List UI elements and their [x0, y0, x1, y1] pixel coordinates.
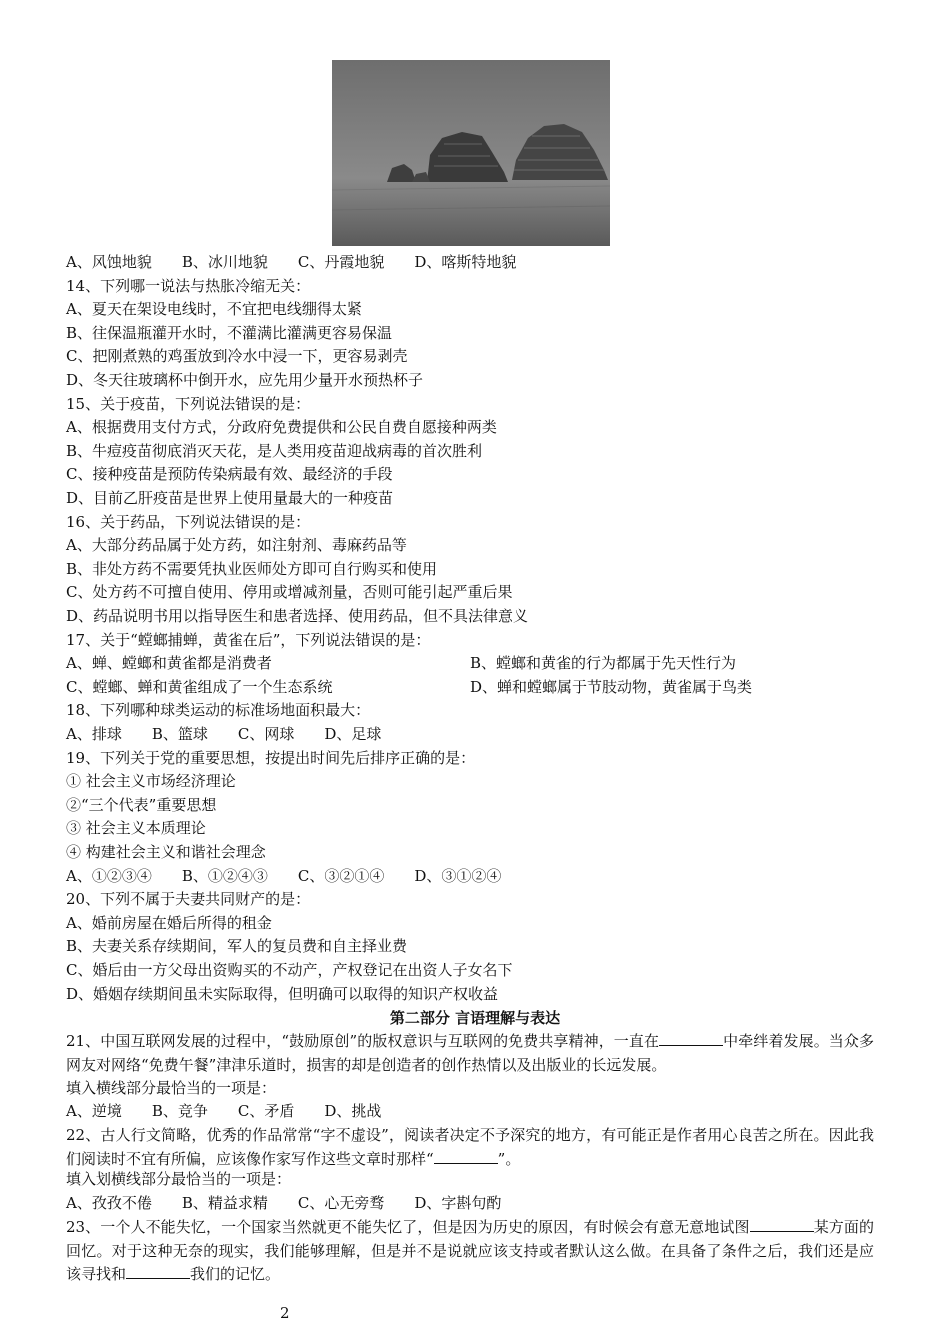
q14-option-d: D、冬天往玻璃杯中倒开水，应先用少量开水预热杯子	[66, 371, 424, 389]
q21-text-b: 中牵绊着发展。当众多网友对网络“免费午餐”津津乐道时，损害的却是创造者的创作热情以及出版业的长远发展。	[66, 1032, 874, 1074]
q22-options	[66, 1193, 531, 1213]
q22-passage	[66, 1124, 874, 1171]
q23-text-b: 某方面的回忆。对于这种无奈的现实，我们能够理解，但是并不是说就应该支持或者默认这么做。在具备了条件之后，我们还是应该寻找和	[66, 1218, 874, 1283]
q19-options	[66, 866, 531, 886]
page-number: 2	[280, 1304, 290, 1322]
q21-option-c: C、矛盾	[237, 1102, 295, 1120]
q22-text-a: 22、古人行文简略，优秀的作品常常“字不虚设”，阅读者决定不予深究的地方，有可能正是作者用心良苦之所在。因此我们阅读时不宜有所偏，应该像作家写作这些文章时那样“	[66, 1126, 874, 1168]
q18-option-c: C、网球	[237, 725, 295, 743]
q16-option-b: B、非处方药不需要凭执业医师处方即可自行购买和使用	[66, 560, 438, 578]
q22-text-b: ”。	[497, 1149, 521, 1168]
q16-option-a: A、大部分药品属于处方药，如注射剂、毒麻药品等	[66, 536, 407, 554]
q21-option-a: A、逆境	[66, 1102, 122, 1120]
q21-prompt: 填入横线部分最恰当的一项是：	[66, 1079, 277, 1097]
q13-option-d: D、喀斯特地貌	[414, 253, 517, 271]
q18-options	[66, 724, 411, 744]
q17-option-a: A、蝉、螳螂和黄雀都是消费者	[66, 654, 272, 672]
q18-option-a: A、排球	[66, 725, 122, 743]
q17-option-b: B、螳螂和黄雀的行为都属于先天性行为	[470, 654, 737, 672]
q19-item-1: ① 社会主义市场经济理论	[66, 772, 236, 790]
q21-passage	[66, 1030, 874, 1077]
q15-option-b: B、牛痘疫苗彻底消灭天花，是人类用疫苗迎战病毒的首次胜利	[66, 442, 483, 460]
q18-stem: 18、下列哪种球类运动的标准场地面积最大：	[66, 701, 371, 719]
q22-option-a: A、孜孜不倦	[66, 1194, 152, 1212]
section-title: 第二部分 言语理解与表达	[389, 1009, 561, 1027]
q21-option-b: B、竞争	[151, 1102, 208, 1120]
yardang-landform-image	[332, 60, 610, 246]
q13-option-c: C、丹霞地貌	[297, 253, 385, 271]
q22-prompt: 填入划横线部分最恰当的一项是：	[66, 1170, 292, 1188]
q21-option-d: D、挑战	[324, 1102, 382, 1120]
q15-stem: 15、关于疫苗，下列说法错误的是：	[66, 395, 311, 413]
q17-option-d: D、蝉和螳螂属于节肢动物，黄雀属于鸟类	[470, 678, 753, 696]
q23-blank-1	[750, 1217, 814, 1232]
q14-option-b: B、往保温瓶灌开水时，不灌满比灌满更容易保温	[66, 324, 393, 342]
q20-option-b: B、夫妻关系存续期间，军人的复员费和自主择业费	[66, 937, 408, 955]
q19-option-a: A、①②③④	[66, 867, 152, 885]
q23-text-c: 我们的记忆。	[190, 1265, 281, 1283]
q20-option-d: D、婚姻存续期间虽未实际取得，但明确可以取得的知识产权收益	[66, 985, 499, 1003]
q17-option-c: C、螳螂、蝉和黄雀组成了一个生态系统	[66, 678, 333, 696]
q15-option-c: C、接种疫苗是预防传染病最有效、最经济的手段	[66, 465, 393, 483]
q17-stem: 17、关于“螳螂捕蝉，黄雀在后”，下列说法错误的是：	[66, 631, 431, 649]
q21-blank	[659, 1031, 723, 1046]
q19-option-c: C、③②①④	[297, 867, 385, 885]
q22-option-b: B、精益求精	[181, 1194, 268, 1212]
q14-stem: 14、下列哪一说法与热胀冷缩无关：	[66, 277, 311, 295]
q15-option-d: D、目前乙肝疫苗是世界上使用量最大的一种疫苗	[66, 489, 394, 507]
q22-option-c: C、心无旁骛	[297, 1194, 385, 1212]
q19-option-b: B、①②④③	[181, 867, 268, 885]
q21-text-a: 21、中国互联网发展的过程中，“鼓励原创”的版权意识与互联网的免费共享精神，一直在	[66, 1032, 660, 1050]
q22-blank	[434, 1149, 498, 1164]
q20-option-c: C、婚后由一方父母出资购买的不动产，产权登记在出资人子女名下	[66, 961, 513, 979]
q23-text-a: 23、一个人不能失忆，一个国家当然就更不能失忆了，但是因为历史的原因，有时候会有意无意地试图	[66, 1218, 750, 1236]
q13-option-b: B、冰川地貌	[181, 253, 268, 271]
q22-option-d: D、字斟句酌	[414, 1194, 502, 1212]
q21-options	[66, 1101, 411, 1121]
q20-stem: 20、下列不属于夫妻共同财产的是：	[66, 890, 311, 908]
q16-option-c: C、处方药不可擅自使用、停用或增减剂量，否则可能引起严重后果	[66, 583, 513, 601]
q19-item-3: ③ 社会主义本质理论	[66, 819, 206, 837]
q20-option-a: A、婚前房屋在婚后所得的租金	[66, 914, 272, 932]
q19-option-d: D、③①②④	[414, 867, 502, 885]
q16-option-d: D、药品说明书用以指导医生和患者选择、使用药品，但不具法律意义	[66, 607, 529, 625]
landform-photo	[332, 60, 610, 246]
q13-option-a: A、风蚀地貌	[66, 253, 152, 271]
q23-passage	[66, 1216, 874, 1287]
q19-item-4: ④ 构建社会主义和谐社会理念	[66, 843, 266, 861]
q23-blank-2	[126, 1264, 190, 1279]
q19-item-2: ②“三个代表”重要思想	[66, 796, 217, 814]
q18-option-b: B、篮球	[151, 725, 208, 743]
q16-stem: 16、关于药品，下列说法错误的是：	[66, 513, 311, 531]
q13-options	[66, 252, 546, 272]
q15-option-a: A、根据费用支付方式，分政府免费提供和公民自费自愿接种两类	[66, 418, 497, 436]
q14-option-a: A、夏天在架设电线时，不宜把电线绷得太紧	[66, 300, 362, 318]
q14-option-c: C、把刚煮熟的鸡蛋放到冷水中浸一下，更容易剥壳	[66, 347, 408, 365]
q19-stem: 19、下列关于党的重要思想，按提出时间先后排序正确的是：	[66, 749, 476, 767]
q18-option-d: D、足球	[324, 725, 382, 743]
